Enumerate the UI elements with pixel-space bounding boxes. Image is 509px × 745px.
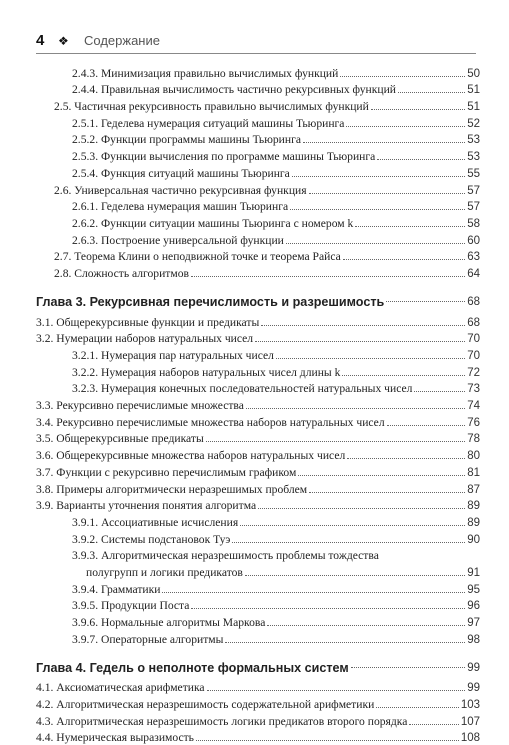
toc-entry[interactable]	[36, 264, 480, 281]
toc-entry-title: 3.9.1. Ассоциативные исчисления	[72, 515, 239, 529]
toc-entry-title: 3.9.4. Грамматики	[72, 582, 161, 596]
toc-entry[interactable]	[36, 181, 480, 198]
toc-entry[interactable]	[36, 530, 480, 547]
dot-leader	[371, 109, 465, 110]
toc-page-number: 107	[460, 715, 480, 728]
toc-entry[interactable]	[36, 198, 480, 215]
toc-entry-title: 2.6.2. Функции ситуации машины Тьюринга с номером k	[72, 216, 354, 230]
toc-entry-title: 2.7. Теорема Клини о неподвижной точке и теорема Райса	[54, 250, 341, 264]
dot-leader	[377, 159, 465, 160]
toc-page-number: 96	[467, 600, 480, 613]
dot-leader	[347, 458, 465, 459]
toc-page-number: 73	[467, 383, 480, 396]
toc-entry-title: 2.6. Универсальная частично рекурсивная функция	[54, 183, 307, 197]
toc-page-number: 57	[467, 201, 480, 214]
toc-entry[interactable]	[36, 630, 480, 647]
table-of-contents	[36, 64, 480, 745]
toc-entry[interactable]	[36, 597, 480, 614]
dot-leader	[343, 259, 465, 260]
toc-entry-title: 2.5.3. Функции вычисления по программе машины Тьюринга	[72, 150, 376, 164]
toc-entry[interactable]	[36, 313, 480, 330]
toc-page-number: 64	[467, 267, 480, 280]
toc-page-number: 74	[467, 400, 480, 413]
toc-entry-title: 3.4. Рекурсивно перечислимые множества наборов натуральных чисел	[36, 415, 385, 429]
toc-entry[interactable]	[36, 380, 480, 397]
toc-entry-title: 3.2.1. Нумерация пар натуральных чисел	[72, 349, 274, 362]
page-number: 4	[36, 32, 45, 49]
dot-leader	[245, 575, 465, 576]
toc-entry-title: 2.8. Сложность алгоритмов	[54, 266, 189, 280]
toc-entry[interactable]	[36, 480, 480, 497]
dot-leader	[309, 492, 465, 493]
toc-page-number: 53	[467, 151, 480, 164]
toc-entry-title: 2.4.3. Минимизация правильно вычислимых функций	[72, 66, 339, 80]
toc-page-number: 90	[467, 533, 480, 546]
dot-leader	[246, 408, 465, 409]
dot-leader	[303, 142, 465, 143]
toc-entry-title: 4.1. Аксиоматическая арифметика	[36, 681, 205, 695]
toc-entry-title: 3.6. Общерекурсивные множества наборов натуральных чисел	[36, 449, 346, 463]
dot-leader	[355, 226, 465, 227]
toc-page-number: 58	[467, 217, 480, 230]
toc-entry-title: 2.6.3. Построение универсальной функции	[72, 233, 284, 247]
toc-entry[interactable]	[36, 695, 480, 712]
toc-entry[interactable]	[36, 147, 480, 164]
toc-entry[interactable]	[36, 712, 480, 729]
toc-entry[interactable]	[36, 248, 480, 265]
toc-entry[interactable]	[36, 547, 480, 564]
running-header-title: Содержание	[84, 33, 160, 48]
toc-entry[interactable]	[36, 346, 480, 363]
toc-page-number: 108	[460, 732, 480, 745]
toc-entry-title: полугрупп и логики предикатов	[86, 565, 243, 579]
toc-entry-title: 2.5. Частичная рекурсивность правильно вычислимых функций	[54, 100, 369, 114]
toc-entry-title: 3.9.6. Нормальные алгоритмы Маркова	[72, 616, 266, 629]
toc-entry-title: 3.1. Общерекурсивные функции и предикаты	[36, 315, 260, 329]
diamond-separator-icon: ❖	[58, 34, 69, 48]
toc-page-number: 55	[467, 167, 480, 180]
dot-leader	[286, 243, 465, 244]
toc-entry[interactable]	[36, 396, 480, 413]
dot-leader	[240, 525, 465, 526]
dot-leader	[162, 592, 465, 593]
toc-entry-title: 3.9.2. Системы подстановок Туэ	[72, 532, 231, 546]
toc-entry-title: 2.5.1. Геделева нумерация ситуаций машины Тьюринга	[72, 116, 345, 130]
toc-entry-title: 3.9.3. Алгоритмическая неразрешимость проблемы тождества	[72, 549, 379, 563]
toc-entry[interactable]	[36, 330, 480, 347]
dot-leader	[232, 542, 465, 543]
toc-entry-title: 3.9. Варианты уточнения понятия алгоритма	[36, 499, 257, 513]
toc-entry[interactable]	[36, 463, 480, 480]
toc-page-number: 52	[467, 117, 480, 130]
toc-page-number: 68	[467, 316, 480, 329]
toc-entry[interactable]	[36, 363, 480, 380]
toc-page-number: 76	[467, 416, 480, 429]
dot-leader	[191, 276, 465, 277]
page-header	[36, 30, 476, 52]
toc-page-number: 87	[467, 483, 480, 496]
toc-entry[interactable]	[36, 97, 480, 114]
toc-entry[interactable]	[36, 563, 480, 580]
toc-entry-title: 3.5. Общерекурсивные предикаты	[36, 432, 204, 446]
toc-page-number: 60	[467, 234, 480, 247]
toc-page-number: 91	[467, 566, 480, 579]
toc-page-number: 70	[467, 333, 480, 346]
toc-entry-title: 3.3. Рекурсивно перечислимые множества	[36, 399, 244, 413]
dot-leader	[267, 625, 465, 626]
toc-entry[interactable]	[36, 430, 480, 447]
toc-entry[interactable]	[36, 64, 480, 81]
dot-leader	[290, 209, 465, 210]
toc-page-number: 68	[467, 295, 480, 308]
dot-leader	[292, 176, 465, 177]
toc-entry[interactable]	[36, 81, 480, 98]
toc-entry-title: 3.2. Нумерации наборов натуральных чисел	[36, 332, 254, 346]
toc-entry[interactable]	[36, 729, 480, 745]
toc-page-number: 51	[467, 84, 480, 97]
toc-page-number: 99	[467, 682, 480, 695]
toc-page-number: 89	[467, 500, 480, 513]
toc-page-number: 70	[467, 350, 480, 362]
toc-entry-title: 4.3. Алгоритмическая неразрешимость логики предикатов второго порядка	[36, 714, 408, 728]
toc-entry-title: 4.2. Алгоритмическая неразрешимость содержательной арифметики	[36, 698, 375, 712]
toc-entry-title: 2.5.4. Функция ситуаций машины Тьюринга	[72, 166, 290, 180]
dot-leader	[386, 301, 465, 302]
toc-entry[interactable]	[36, 446, 480, 463]
toc-page-number: 95	[467, 583, 480, 596]
toc-entry-title: 3.9.7. Операторные алгоритмы	[72, 632, 224, 646]
dot-leader	[225, 642, 465, 643]
toc-entry[interactable]	[36, 497, 480, 514]
toc-entry-title: 2.4.4. Правильная вычислимость частично рекурсивных функций	[72, 83, 397, 97]
dot-leader	[255, 341, 465, 342]
dot-leader	[346, 126, 465, 127]
toc-page-number: 89	[467, 516, 480, 529]
dot-leader	[206, 441, 465, 442]
dot-leader	[340, 76, 465, 77]
dot-leader	[191, 608, 465, 609]
toc-entry-title: 3.2.2. Нумерация наборов натуральных чисел длины k	[72, 365, 341, 379]
toc-entry-title: 2.5.2. Функции программы машины Тьюринга	[72, 133, 301, 147]
toc-entry-title: 3.8. Примеры алгоритмически неразрешимых проблем	[36, 482, 308, 496]
toc-page-number: 97	[467, 617, 480, 629]
toc-entry[interactable]	[36, 131, 480, 148]
toc-entry[interactable]	[36, 580, 480, 597]
dot-leader	[376, 707, 459, 708]
toc-page-number: 51	[467, 101, 480, 114]
dot-leader	[409, 724, 458, 725]
toc-page-number: 57	[467, 184, 480, 197]
toc-entry[interactable]	[36, 164, 480, 181]
toc-page-number: 63	[467, 251, 480, 264]
toc-page-number: 80	[467, 450, 480, 463]
dot-leader	[258, 508, 465, 509]
toc-entry-title: Глава 4. Гедель о неполноте формальных систем	[36, 660, 349, 675]
toc-entry[interactable]	[36, 513, 480, 530]
dot-leader	[309, 193, 466, 194]
toc-entry-title: 3.9.5. Продукции Поста	[72, 599, 190, 613]
toc-page-number: 50	[467, 67, 480, 80]
toc-entry[interactable]	[36, 114, 480, 131]
dot-leader	[298, 475, 465, 476]
toc-entry-title: 3.2.3. Нумерация конечных последовательностей натуральных чисел	[72, 382, 413, 396]
toc-entry-title: 4.4. Нумерическая выразимость	[36, 731, 194, 745]
toc-entry[interactable]	[36, 231, 480, 248]
dot-leader	[398, 92, 465, 93]
toc-entry[interactable]	[36, 679, 480, 696]
toc-page-number: 72	[467, 366, 480, 379]
toc-entry-title: 2.6.1. Геделева нумерация машин Тьюринга	[72, 200, 289, 214]
dot-leader	[207, 690, 466, 691]
toc-page-number: 78	[467, 433, 480, 446]
toc-entry[interactable]	[36, 214, 480, 231]
toc-chapter-entry[interactable]	[36, 291, 480, 313]
toc-entry-title: 3.7. Функции с рекурсивно перечислимым графиком	[36, 465, 297, 479]
toc-page-number: 103	[460, 699, 480, 712]
header-rule	[36, 53, 476, 54]
dot-leader	[196, 740, 459, 741]
dot-leader	[261, 325, 465, 326]
dot-leader	[387, 425, 466, 426]
toc-entry[interactable]	[36, 613, 480, 630]
dot-leader	[276, 358, 465, 359]
toc-chapter-entry[interactable]	[36, 657, 480, 679]
toc-entry-title: Глава 3. Рекурсивная перечислимость и разрешимость	[36, 294, 385, 309]
toc-page-number: 99	[467, 661, 480, 674]
dot-leader	[342, 375, 465, 376]
toc-page-number: 98	[467, 633, 480, 646]
dot-leader	[351, 667, 466, 668]
toc-page-number: 53	[467, 134, 480, 147]
toc-entry[interactable]	[36, 413, 480, 430]
toc-page-number: 81	[467, 466, 480, 479]
dot-leader	[414, 391, 465, 392]
